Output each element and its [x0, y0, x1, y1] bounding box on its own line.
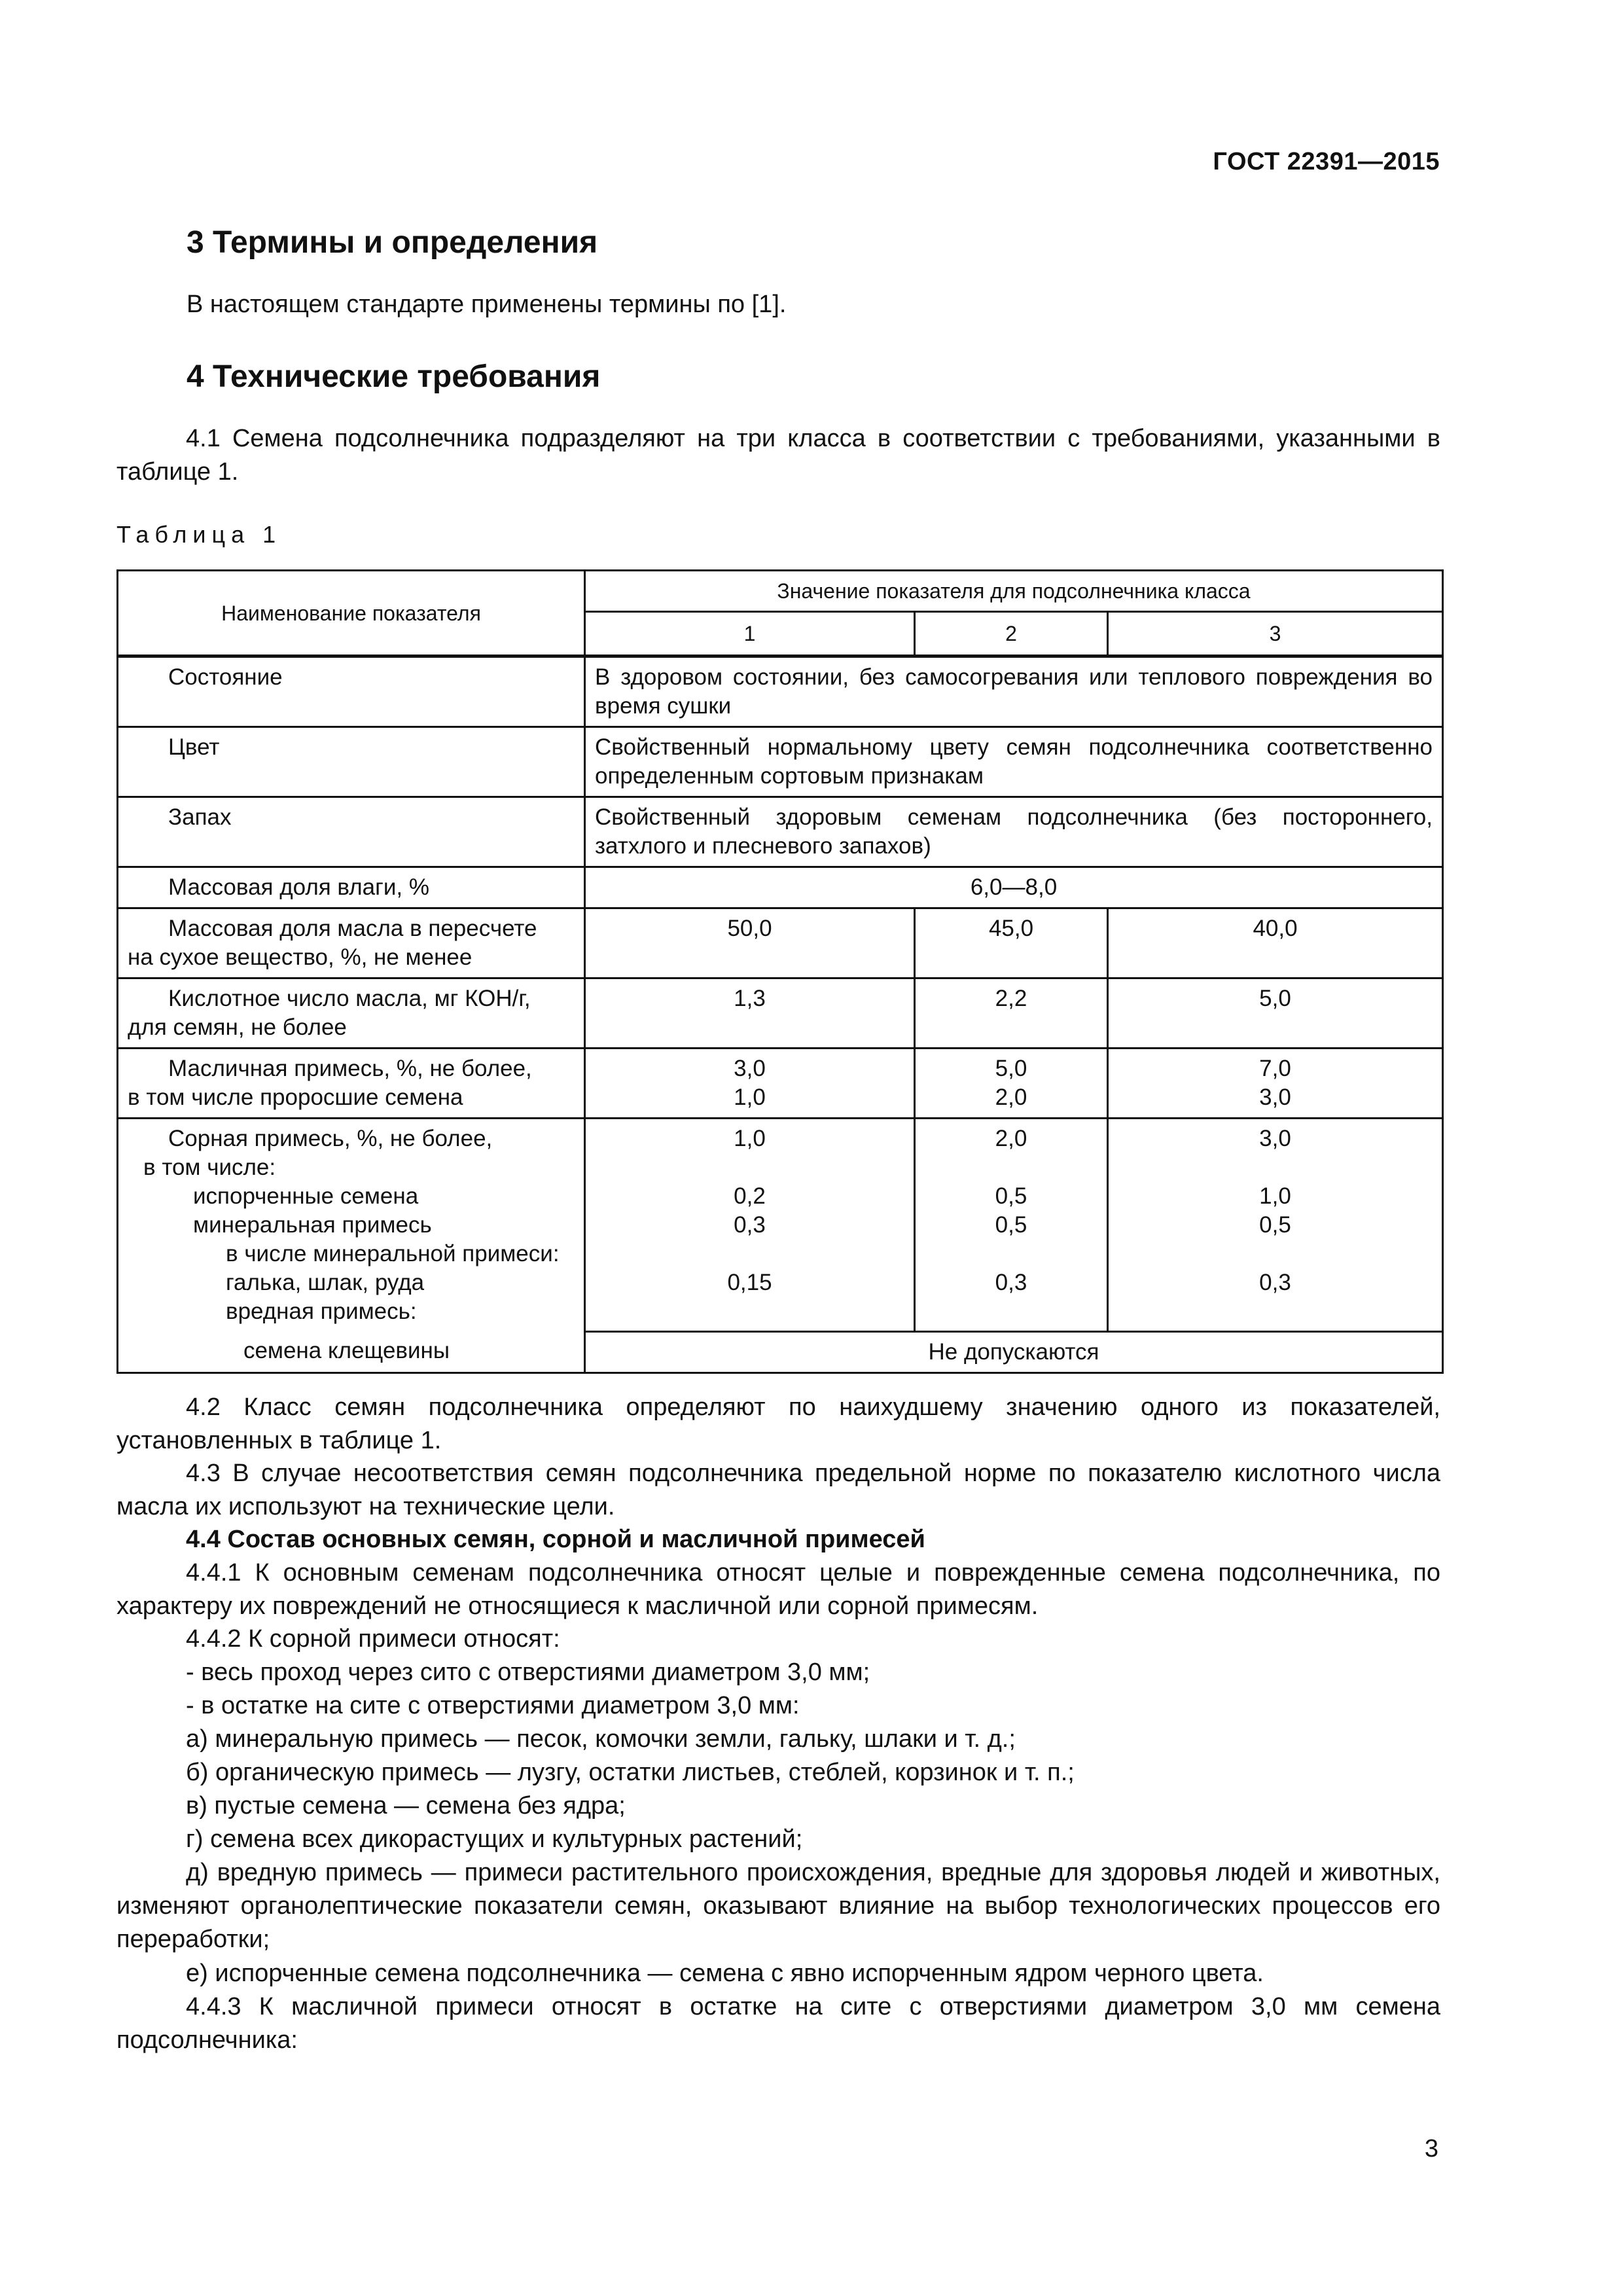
list-item: - в остатке на сите с отверстиями диаметром 3,0 мм:	[186, 1692, 800, 1719]
row-name-line: Масличная примесь, %, не более,	[168, 1056, 532, 1081]
section-3-text: В настоящем стандарте применены термины по [1].	[187, 291, 787, 318]
section-4-title: 4 Технические требования	[187, 359, 601, 394]
column-header-name: Наименование показателя	[118, 571, 585, 656]
class-header-3: 3	[1108, 612, 1443, 656]
row-name-line: Кислотное число масла, мг КОН/г,	[168, 986, 531, 1011]
paragraph-4-2: 4.2 Класс семян подсолнечника определяют по наихудшему значению одного из показателей, установленных в таблице 1.	[116, 1393, 1440, 1454]
list-item: д) вредную примесь — примеси растительного происхождения, вредные для здоровья людей и животных, изменяют органолептические показатели семян, оказывают влияние на выбор технологических процессов его переработки;	[116, 1859, 1440, 1953]
row-name-line: Сорная примесь, %, не более,	[168, 1126, 493, 1151]
cell-value: 0,15	[727, 1270, 772, 1295]
table-row	[118, 978, 1443, 1049]
cell-value: 1,0	[1259, 1183, 1291, 1209]
cell-value: 3,0	[1259, 1126, 1291, 1151]
row-name: Цвет	[168, 734, 220, 760]
list-item: - весь проход через сито с отверстиями диаметром 3,0 мм;	[186, 1659, 870, 1686]
table-row	[118, 727, 1443, 797]
row-name: семена клещевины	[118, 1331, 585, 1372]
row-value: Не допускаются	[585, 1331, 1443, 1372]
paragraph-4-3: 4.3 В случае несоответствия семян подсолнечника предельной норме по показателю кислотного числа масла их используют на технические цели.	[116, 1460, 1440, 1520]
cell-class-2: 2,2	[915, 978, 1108, 1049]
column-header-value: Значение показателя для подсолнечника класса	[585, 571, 1443, 612]
table-row	[118, 1049, 1443, 1119]
cell-value: 0,2	[734, 1183, 766, 1209]
paragraph-4-4-1: 4.4.1 К основным семенам подсолнечника относят целые и поврежденные семена подсолнечника, по характеру их повреждений не относящиеся к масличной или сорной примесям.	[116, 1559, 1440, 1620]
row-name-line: испорченные семена	[193, 1183, 419, 1209]
class-header-2: 2	[915, 612, 1108, 656]
class-header-1: 1	[585, 612, 915, 656]
paragraph-4-4-3: 4.4.3 К масличной примеси относят в остатке на сите с отверстиями диаметром 3,0 мм семена подсолнечника:	[116, 1993, 1440, 2054]
cell-value: 2,0	[995, 1085, 1027, 1110]
table-row	[118, 797, 1443, 867]
table-row	[118, 1119, 1443, 1332]
row-name-line: в числе минеральной примеси:	[226, 1241, 560, 1266]
row-name-line: на сухое вещество, %, не менее	[128, 944, 473, 970]
table-row	[118, 1331, 1443, 1372]
table-row	[118, 656, 1443, 727]
row-value: В здоровом состоянии, без самосогревания или теплового повреждения во время сушки	[585, 656, 1443, 727]
cell-value: 0,5	[995, 1183, 1027, 1209]
cell-class-3: 40,0	[1108, 908, 1443, 978]
cell-value: 0,3	[995, 1270, 1027, 1295]
table-caption: Таблица 1	[116, 521, 282, 548]
list-item: б) органическую примесь — лузгу, остатки листьев, стеблей, корзинок и т. п.;	[186, 1759, 1075, 1786]
paragraph-4-4-heading: 4.4 Состав основных семян, сорной и масличной примесей	[186, 1526, 925, 1553]
cell-class-3: 5,0	[1108, 978, 1443, 1049]
cell-class-2: 45,0	[915, 908, 1108, 978]
document-code: ГОСТ 22391—2015	[1213, 148, 1440, 175]
row-name-line: в том числе:	[143, 1155, 276, 1180]
row-name-line: минеральная примесь	[193, 1212, 432, 1238]
row-name-line: в том числе проросшие семена	[128, 1085, 463, 1110]
page-number: 3	[1424, 2135, 1438, 2162]
row-name: Состояние	[168, 664, 283, 690]
cell-value: 5,0	[995, 1056, 1027, 1081]
row-name-line: вредная примесь:	[226, 1299, 417, 1324]
row-value: Свойственный здоровым семенам подсолнечника (без постороннего, затхлого и плесневого запахов)	[585, 797, 1443, 867]
row-name-line: Массовая доля масла в пересчете	[168, 916, 537, 941]
paragraph-4-4-2: 4.4.2 К сорной примеси относят:	[186, 1625, 560, 1653]
row-name-line: для семян, не более	[128, 1014, 347, 1040]
cell-value: 0,5	[995, 1212, 1027, 1238]
paragraph-4-1: 4.1 Семена подсолнечника подразделяют на три класса в соответствии с требованиями, указанными в таблице 1.	[116, 425, 1440, 486]
row-name-line: галька, шлак, руда	[226, 1270, 425, 1295]
table-row	[118, 908, 1443, 978]
list-item: а) минеральную примесь — песок, комочки земли, гальку, шлаки и т. д.;	[186, 1725, 1016, 1753]
cell-value: 0,5	[1259, 1212, 1291, 1238]
row-value: 6,0—8,0	[585, 867, 1443, 908]
list-item: в) пустые семена — семена без ядра;	[186, 1792, 626, 1820]
cell-value: 0,3	[1259, 1270, 1291, 1295]
row-value: Свойственный нормальному цвету семян подсолнечника соответственно определенным сортовым признакам	[585, 727, 1443, 797]
cell-value: 2,0	[995, 1126, 1027, 1151]
requirements-table	[116, 569, 1444, 1374]
cell-value: 1,0	[734, 1126, 766, 1151]
list-item: е) испорченные семена подсолнечника — семена с явно испорченным ядром черного цвета.	[186, 1960, 1264, 1987]
cell-value: 7,0	[1259, 1056, 1291, 1081]
row-name: Массовая доля влаги, %	[168, 874, 429, 900]
table-row	[118, 867, 1443, 908]
list-item: г) семена всех дикорастущих и культурных растений;	[186, 1825, 803, 1853]
cell-value: 1,0	[734, 1085, 766, 1110]
row-name: Запах	[168, 804, 232, 830]
cell-class-1: 50,0	[585, 908, 915, 978]
cell-class-1: 1,3	[585, 978, 915, 1049]
cell-value: 0,3	[734, 1212, 766, 1238]
cell-value: 3,0	[1259, 1085, 1291, 1110]
section-3-title: 3 Термины и определения	[187, 225, 598, 260]
cell-value: 3,0	[734, 1056, 766, 1081]
